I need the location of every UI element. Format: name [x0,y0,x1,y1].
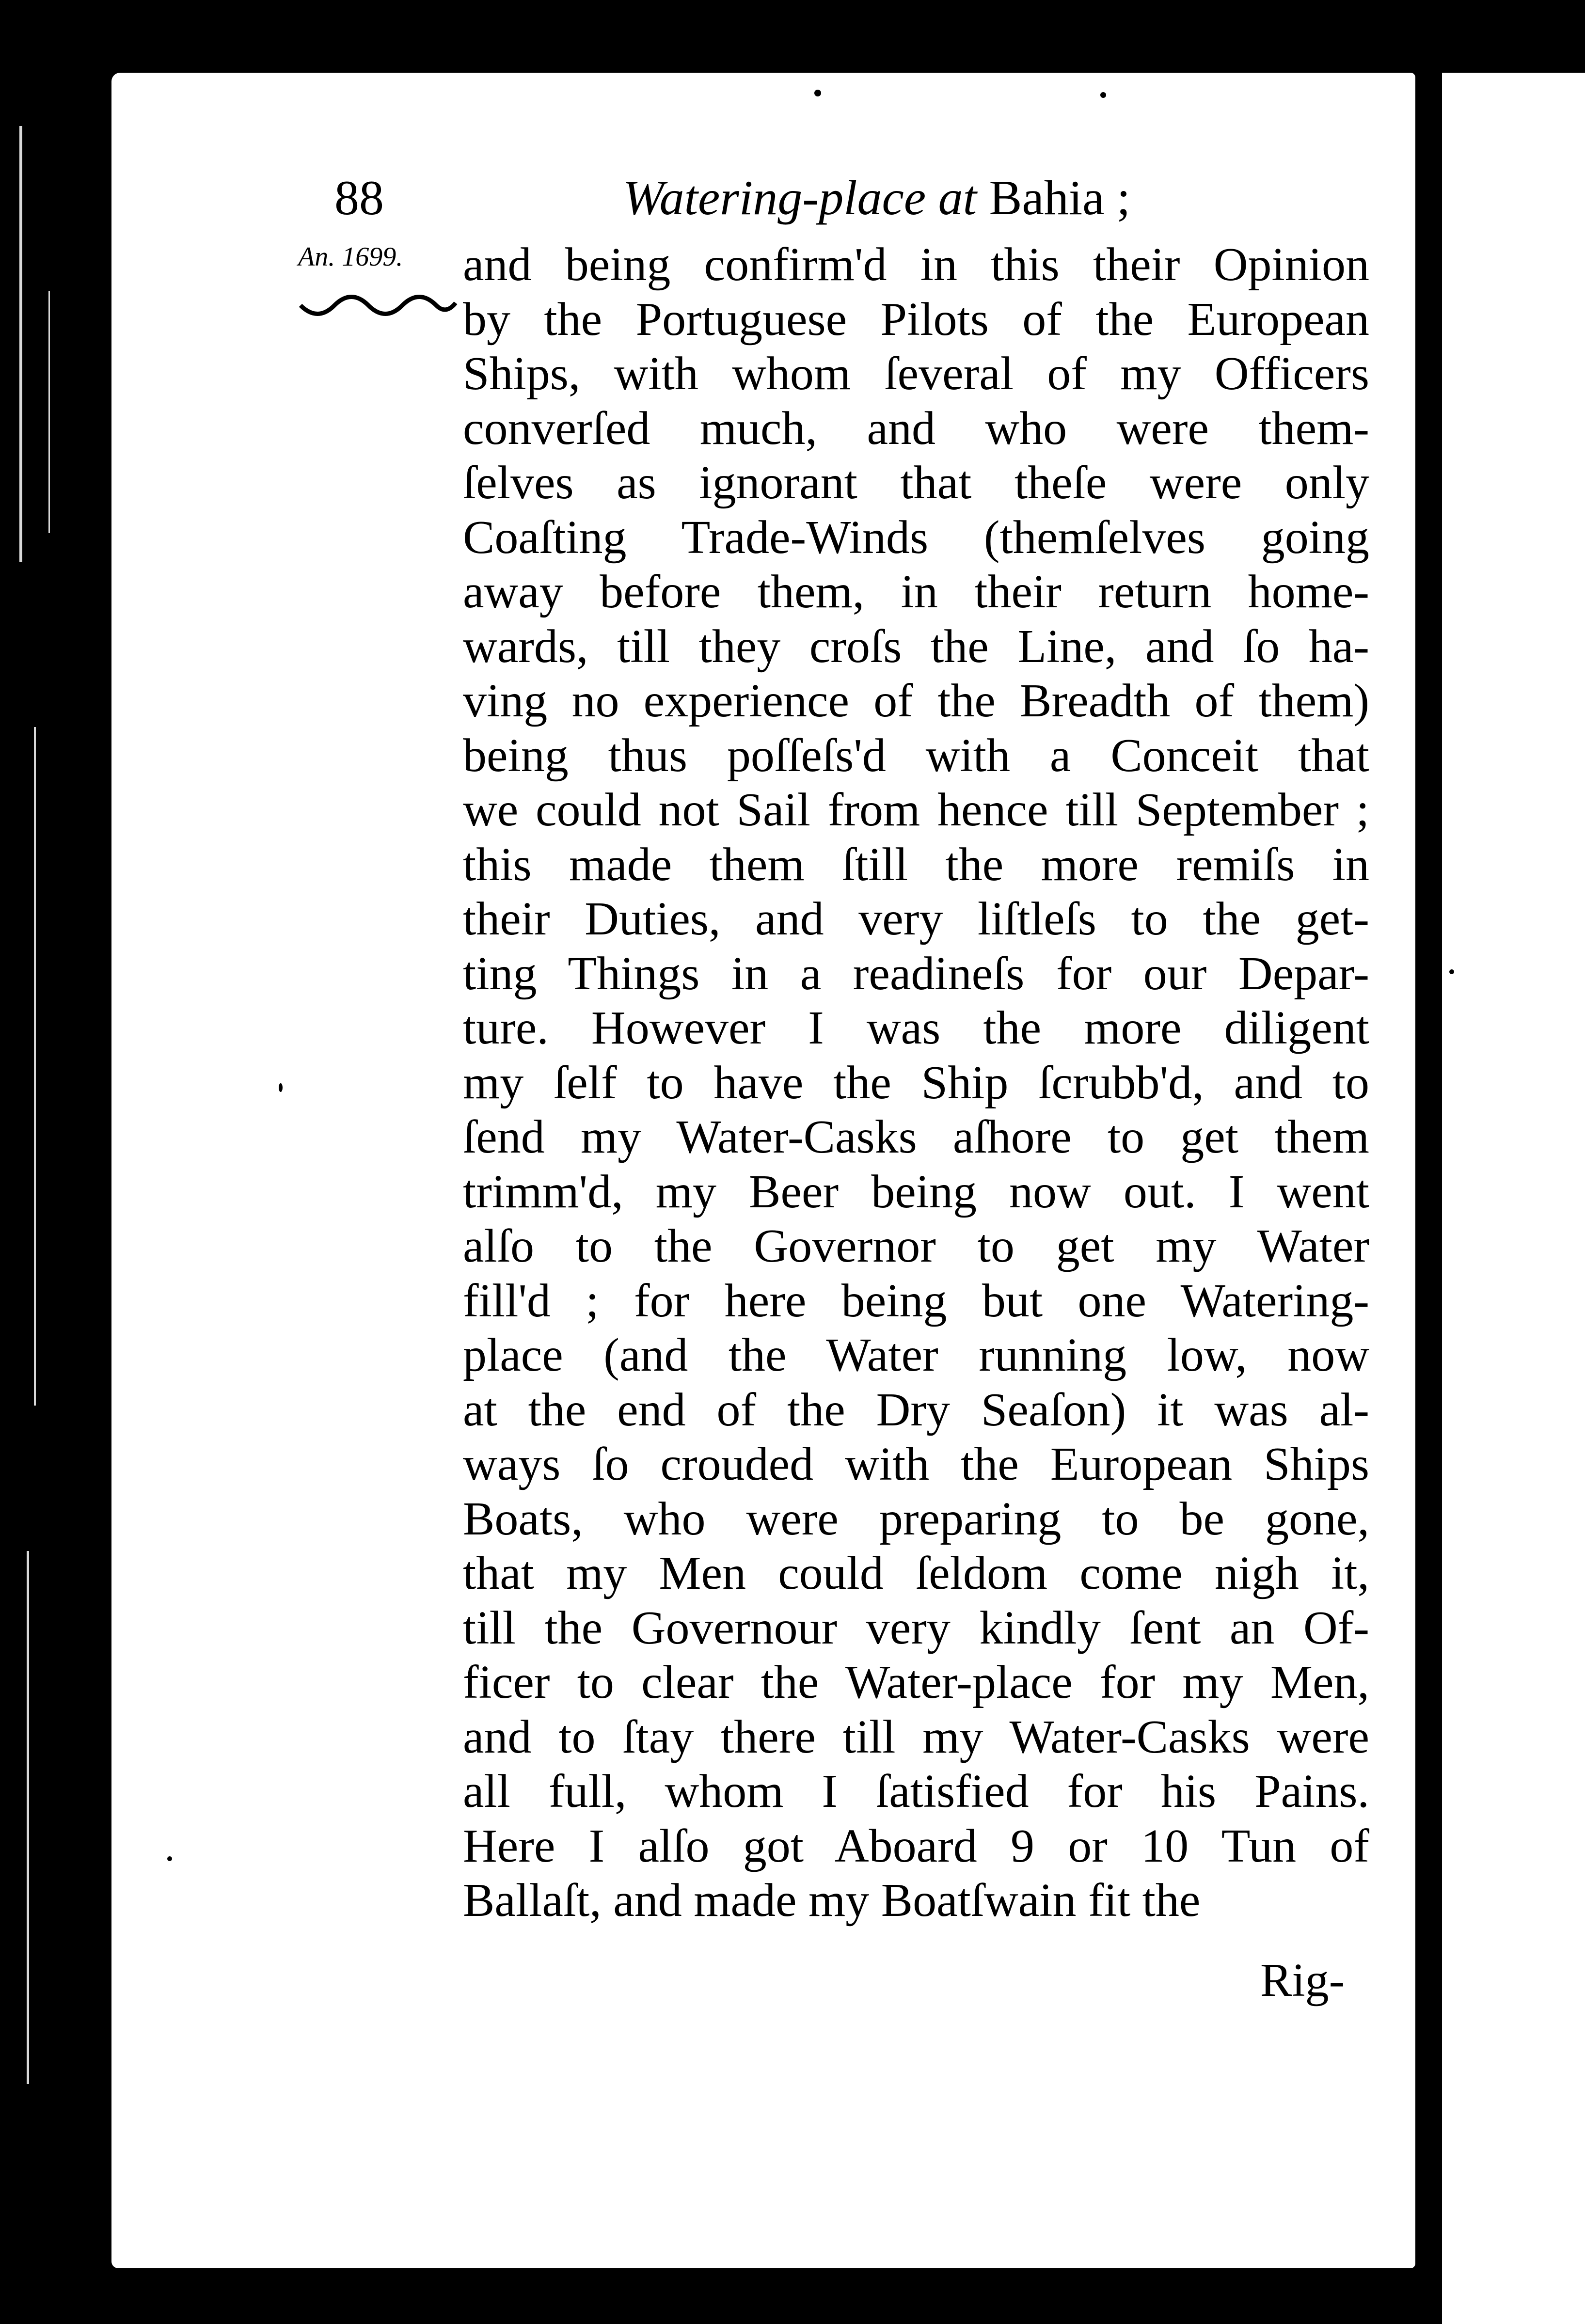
text-line: Here I alſo got Aboard 9 or 10 Tun of [463,1819,1369,1872]
body-text [463,237,1369,1928]
text-line: by the Portuguese Pilots of the European [463,293,1369,346]
facing-page-edge [1442,73,1585,2324]
text-line: ways ſo crouded with the European Ships [463,1438,1369,1490]
left-scan-border [0,0,111,2324]
text-line: ſend my Water-Casks aſhore to get them [463,1111,1369,1163]
text-line: ſelves as ignorant that theſe were only [463,457,1369,509]
page-number: 88 [334,171,384,225]
text-line: wards, till they croſs the Line, and ſo ha- [463,620,1369,673]
text-line: we could not Sail from hence till September ; [463,784,1369,836]
text-line: till the Governour very kindly ſent an Of- [463,1601,1369,1654]
running-title-place: Bahia ; [989,171,1131,225]
text-line: Ships, with whom ſeveral of my Officers [463,348,1369,400]
text-line: my ſelf to have the Ship ſcrubb'd, and to [463,1056,1369,1109]
margin-year-note: An. 1699. [298,242,403,272]
text-line: away before them, in their return home- [463,566,1369,618]
text-line: alſo to the Governor to get my Water [463,1220,1369,1272]
running-title-text: Watering-place at [623,171,977,225]
text-line: their Duties, and very liſtleſs to the get- [463,893,1369,945]
ink-speck [1449,969,1454,974]
text-line: ving no experience of the Breadth of them) [463,675,1369,727]
text-line: and to ſtay there till my Water-Casks were [463,1710,1369,1763]
ink-speck [814,90,821,96]
catchword: Rig- [1260,1954,1345,2007]
text-line: Coaſting Trade-Winds (themſelves going [463,511,1369,564]
text-line: and being confirm'd in this their Opinion [463,238,1369,291]
text-line: Ballaſt, and made my Boatſwain fit the [463,1874,1201,1927]
text-line: at the end of the Dry Seaſon) it was al- [463,1383,1369,1436]
text-line: all full, whom I ſatisfied for his Pains. [463,1765,1369,1818]
running-title [623,170,1130,226]
ink-speck [1100,92,1106,98]
text-line: being thus poſſeſs'd with a Conceit that [463,729,1369,782]
text-line: Boats, who were preparing to be gone, [463,1492,1369,1545]
ornament-swash-icon [298,286,458,325]
running-header [221,170,1384,228]
text-line: ting Things in a readineſs for our Depar- [463,947,1369,1000]
text-line: place (and the Water running low, now [463,1329,1369,1381]
text-line: ficer to clear the Water-place for my Men, [463,1656,1369,1708]
text-line: converſed much, and who were them- [463,402,1369,455]
text-line: this made them ſtill the more remiſs in [463,838,1369,891]
ink-speck [279,1083,283,1092]
text-line: fill'd ; for here being but one Watering- [463,1274,1369,1327]
text-line: that my Men could ſeldom come nigh it, [463,1547,1369,1599]
text-line: ture. However I was the more diligent [463,1002,1369,1054]
ink-speck [167,1856,172,1861]
text-line: trimm'd, my Beer being now out. I went [463,1165,1369,1218]
